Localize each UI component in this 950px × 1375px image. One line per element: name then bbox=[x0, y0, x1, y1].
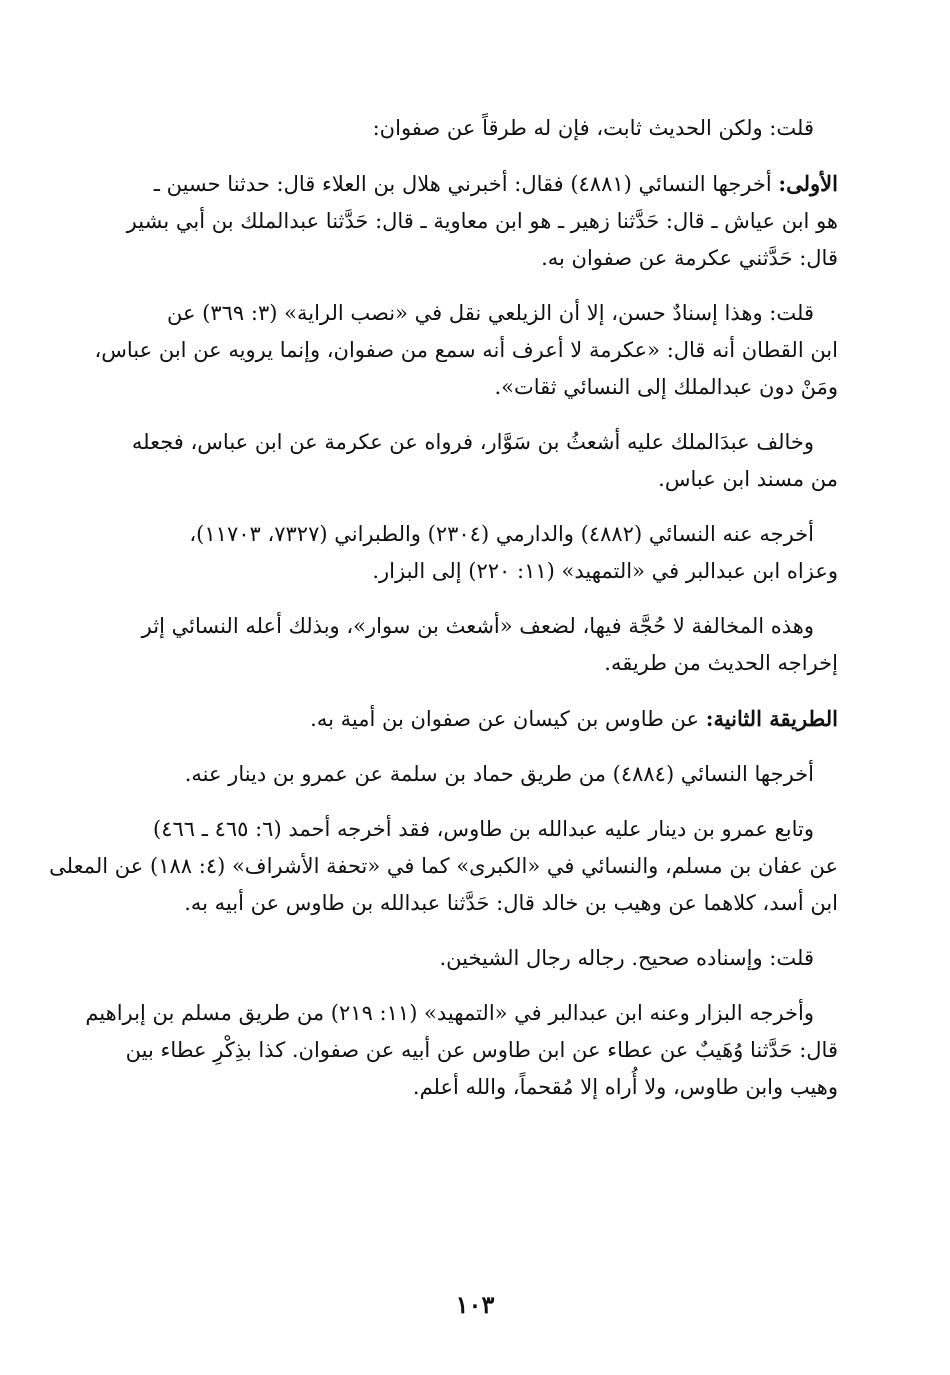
paragraph bbox=[85, 995, 838, 1106]
text-line bbox=[112, 885, 838, 922]
text-line bbox=[112, 516, 838, 553]
line-text: عن عفان بن مسلم، والنسائي في «الكبرى» كما في «تحفة الأشراف» (٤: ١٨٨) عن المعلى bbox=[49, 854, 838, 878]
text-line bbox=[49, 848, 838, 885]
text-line bbox=[112, 240, 838, 277]
text-line bbox=[112, 553, 838, 590]
line-text: وتابع عمرو بن دينار عليه عبدالله بن طاوس، فقد أخرجه أحمد (٦: ٤٦٥ ـ ٤٦٦) bbox=[153, 817, 814, 841]
paragraph bbox=[112, 424, 838, 498]
line-text: وهيب وابن طاوس، ولا أُراه إلا مُقحماً، والله أعلم. bbox=[412, 1075, 838, 1099]
text-line bbox=[112, 700, 838, 738]
text-line bbox=[94, 332, 838, 369]
text-line bbox=[112, 369, 838, 406]
paragraph bbox=[112, 756, 838, 793]
line-text: وعزاه ابن عبدالبر في «التمهيد» (١١: ٢٢٠) إلى البزار. bbox=[372, 559, 838, 583]
text-line bbox=[112, 1032, 838, 1069]
text-line bbox=[112, 110, 838, 147]
line-text: وخالف عبدَالملك عليه أشعثُ بن سَوَّار، فرواه عن عكرمة عن ابن عباس، فجعله bbox=[131, 430, 814, 454]
text-line bbox=[112, 608, 838, 645]
paragraph bbox=[112, 516, 838, 590]
paragraph bbox=[94, 295, 838, 406]
line-text: قال: حَدَّثنا وُهَيبٌ عن عطاء عن ابن طاوس عن أبيه عن صفوان. كذا بذِكْرِ عطاء بين bbox=[125, 1038, 838, 1062]
line-text: قلت: ولكن الحديث ثابت، فإن له طرقاً عن صفوان: bbox=[372, 116, 814, 140]
text-line bbox=[112, 756, 838, 793]
line-text: ومَنْ دون عبدالملك إلى النسائي ثقات». bbox=[494, 375, 838, 399]
line-text: عن طاوس بن كيسان عن صفوان بن أمية به. bbox=[310, 707, 700, 731]
line-text: وأخرجه البزار وعنه ابن عبدالبر في «التمهيد» (١١: ٢١٩) من طريق مسلم بن إبراهيم bbox=[85, 1001, 814, 1025]
text-line bbox=[112, 940, 838, 977]
text-line bbox=[112, 1069, 838, 1106]
text-line bbox=[112, 424, 838, 461]
line-text: هو ابن عياش ـ قال: حَدَّثنا زهير ـ هو ابن معاوية ـ قال: حَدَّثنا عبدالملك بن أبي بشير bbox=[126, 209, 838, 233]
text-line bbox=[112, 203, 838, 240]
line-text: قال: حَدَّثني عكرمة عن صفوان به. bbox=[541, 246, 838, 270]
line-text: قلت: وهذا إسنادٌ حسن، إلا أن الزيلعي نقل في «نصب الراية» (٣: ٣٦٩) عن bbox=[166, 301, 814, 325]
section-lead: الطريقة الثانية: bbox=[705, 706, 838, 731]
line-text: من مسند ابن عباس. bbox=[658, 467, 838, 491]
text-line bbox=[85, 995, 838, 1032]
section-lead: الأولى: bbox=[778, 171, 838, 196]
text-line bbox=[112, 811, 838, 848]
paragraph bbox=[49, 811, 838, 922]
line-text: أخرجها النسائي (٤٨٨١) فقال: أخبرني هلال بن العلاء قال: حدثنا حسين ـ bbox=[153, 172, 772, 196]
text-line bbox=[112, 645, 838, 682]
paragraph bbox=[112, 700, 838, 738]
text-line bbox=[112, 165, 838, 203]
text-line bbox=[112, 461, 838, 498]
line-text: ابن أسد، كلاهما عن وهيب بن خالد قال: حَدَّثنا عبدالله بن طاوس عن أبيه به. bbox=[184, 891, 838, 915]
page-number: ١٠٣ bbox=[455, 1290, 495, 1319]
line-text: أخرجها النسائي (٤٨٨٤) من طريق حماد بن سلمة عن عمرو بن دينار عنه. bbox=[184, 762, 814, 786]
paragraph bbox=[112, 165, 838, 277]
text-line bbox=[112, 295, 838, 332]
line-text: ابن القطان أنه قال: «عكرمة لا أعرف أنه سمع من صفوان، وإنما يرويه عن ابن عباس، bbox=[94, 338, 838, 362]
paragraph bbox=[112, 110, 838, 147]
line-text: أخرجه عنه النسائي (٤٨٨٢) والدارمي (٢٣٠٤) والطبراني (٧٣٢٧، ١١٧٠٣)، bbox=[189, 522, 814, 546]
body-text bbox=[49, 110, 838, 1124]
paragraph bbox=[112, 608, 838, 682]
paragraph bbox=[112, 940, 838, 977]
line-text: وهذه المخالفة لا حُجَّة فيها، لضعف «أشعث بن سوار»، وبذلك أعله النسائي إثر bbox=[141, 614, 814, 638]
line-text: إخراجه الحديث من طريقه. bbox=[604, 651, 838, 675]
line-text: قلت: وإسناده صحيح. رجاله رجال الشيخين. bbox=[439, 946, 814, 970]
